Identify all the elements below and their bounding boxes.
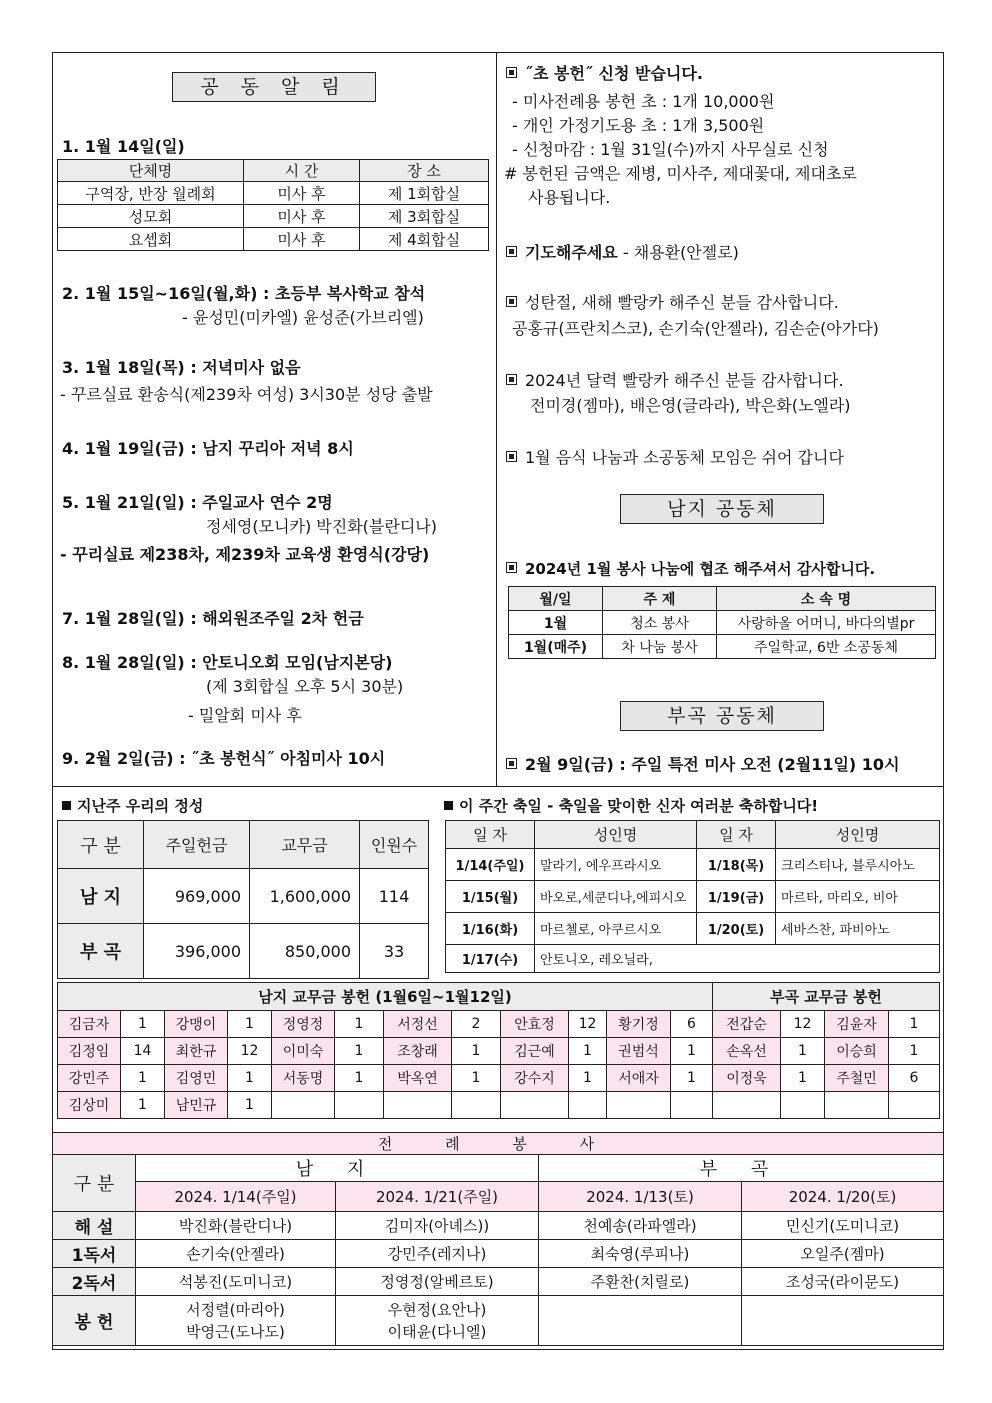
item3-line2: - 꾸르실료 환송식(제239차 여성) 3시30분 성당 출발 (60, 385, 433, 404)
cell: 33 (360, 924, 429, 979)
cell (742, 1296, 944, 1346)
dues-amount: 1 (452, 1038, 501, 1065)
date-header: 2024. 1/13(토) (539, 1182, 742, 1212)
item8-line3: - 밀알회 미사 후 (188, 706, 302, 725)
bugok-dues-title: 부곡 교무금 봉헌 (713, 983, 940, 1011)
cell: 1/16(화) (446, 913, 535, 945)
col-header: 시 간 (244, 160, 360, 182)
dues-amount: 1 (121, 1011, 165, 1038)
dues-name: 권범석 (607, 1038, 671, 1065)
dues-name: 강맹이 (165, 1011, 228, 1038)
cell: 1/15(월) (446, 881, 535, 913)
cell: 박진화(블란디나) (136, 1212, 336, 1240)
cell: 주환찬(치릴로) (539, 1268, 742, 1296)
dues-name: 안효정 (501, 1011, 569, 1038)
dues-name: 서애자 (607, 1065, 671, 1092)
candle-heading: ˝초 봉헌˝ 신청 받습니다. (506, 61, 703, 84)
cell: 1/19(금) (697, 881, 776, 913)
dues-amount: 12 (228, 1038, 272, 1065)
dues-amount: 1 (228, 1011, 272, 1038)
cell: 우현정(요안나) 이태윤(다니엘) (336, 1296, 539, 1346)
thanks1-line2: 공홍규(프란치스코), 손기숙(안젤라), 김손순(아가다) (512, 319, 879, 338)
col-header: 인원수 (360, 821, 429, 869)
dues-name: 김영민 (165, 1065, 228, 1092)
dues-name: 김상미 (58, 1092, 121, 1119)
dues-name (501, 1092, 569, 1119)
col-header: 단체명 (58, 160, 244, 182)
dues-amount: 1 (569, 1038, 607, 1065)
dues-name: 김근예 (501, 1038, 569, 1065)
column-divider (496, 52, 497, 786)
role-label: 해 설 (53, 1212, 136, 1240)
cell: 오일주(젬마) (742, 1240, 944, 1268)
cell: 주일학교, 6반 소공동체 (717, 635, 936, 659)
cell: 최숙영(루피나) (539, 1240, 742, 1268)
section-divider (52, 786, 944, 787)
bugok-header: 부 곡 (539, 1155, 944, 1182)
cell: 구역장, 반장 월례회 (58, 182, 244, 205)
dues-name: 이승희 (825, 1038, 889, 1065)
candle-line: # 봉헌된 금액은 제병, 미사주, 제대꽃대, 제대초로 (504, 164, 857, 183)
service-heading: 2024년 1월 봉사 나눔에 협조 해주셔서 감사합니다. (506, 558, 875, 579)
dues-name: 주철민 (825, 1065, 889, 1092)
item1-heading: 1. 1월 14일(일) (62, 137, 185, 156)
col-header: 장 소 (360, 160, 489, 182)
checkbox-icon (506, 451, 517, 462)
item4: 4. 1월 19일(금) : 남지 꾸리아 저녁 8시 (62, 439, 354, 458)
namji-community-title: 남지 공동체 (620, 494, 824, 524)
cell: 청소 봉사 (603, 611, 717, 635)
candle-line: 사용됩니다. (528, 188, 611, 207)
dues-name: 강민주 (58, 1065, 121, 1092)
cell: 제 1회합실 (360, 182, 489, 205)
dues-amount: 1 (889, 1011, 940, 1038)
liturgy-title: 전 례 봉 사 (53, 1133, 944, 1155)
dues-amount (569, 1092, 607, 1119)
row-label: 남 지 (58, 869, 144, 924)
thanks2-line1: 2024년 달력 빨랑카 해주신 분들 감사합니다. (506, 368, 844, 391)
cell: 석봉진(도미니코) (136, 1268, 336, 1296)
cell: 안토니오, 레오닐라, (535, 945, 940, 973)
col-header: 성인명 (776, 821, 940, 849)
checkbox-icon (506, 758, 517, 769)
cell: 396,000 (144, 924, 250, 979)
cell: 바오로,세쿤디나,에피시오 (535, 881, 697, 913)
checkbox-icon (506, 296, 517, 307)
cell: 969,000 (144, 869, 250, 924)
item7: 7. 1월 28일(일) : 해외원조주일 2차 헌금 (62, 609, 364, 628)
item8-line2: (제 3회합실 오후 5시 30분) (206, 677, 404, 696)
checkbox-icon (506, 246, 517, 257)
col-header: 성인명 (535, 821, 697, 849)
checkbox-icon (506, 67, 517, 78)
col-header: 소 속 명 (717, 587, 936, 611)
cell: 1월 (509, 611, 603, 635)
thanks1-line1: 성탄절, 새해 빨랑카 해주신 분들 감사합니다. (506, 290, 839, 313)
item5-line1: 5. 1월 21일(일) : 주일교사 연수 2명 (62, 493, 333, 512)
rest-notice: 1월 음식 나눔과 소공동체 모임은 쉬어 갑니다 (506, 445, 844, 468)
prayer-request: 기도해주세요 - 채용환(안젤로) (506, 240, 739, 263)
dues-amount: 2 (452, 1011, 501, 1038)
cell: 미사 후 (244, 228, 360, 251)
dues-name: 최한규 (165, 1038, 228, 1065)
row-label: 부 곡 (58, 924, 144, 979)
service-table (508, 586, 936, 659)
cell: 김미자(아녜스)) (336, 1212, 539, 1240)
offering-table (57, 820, 429, 979)
dues-amount: 1 (781, 1038, 825, 1065)
dues-name: 이미숙 (272, 1038, 335, 1065)
feast-heading: 이 주간 축일 - 축일을 맞이한 신자 여러분 축하합니다! (444, 795, 818, 816)
dues-name (713, 1092, 781, 1119)
group-meeting-table (57, 159, 489, 251)
cell: 1/17(수) (446, 945, 535, 973)
notice-title: 공 동 알 림 (172, 72, 376, 102)
item2-line2: - 윤성민(미카엘) 윤성준(가브리엘) (182, 308, 424, 327)
dues-amount: 12 (781, 1011, 825, 1038)
dues-name: 정영정 (272, 1011, 335, 1038)
namji-header: 남 지 (136, 1155, 539, 1182)
cell: 크리스티나, 블루시아노 (776, 849, 940, 881)
col-header: 주 제 (603, 587, 717, 611)
dues-amount: 1 (569, 1065, 607, 1092)
dues-amount (781, 1092, 825, 1119)
col-header: 일 자 (697, 821, 776, 849)
item3-line1: 3. 1월 18일(목) : 저녁미사 없음 (62, 358, 301, 377)
dues-amount: 1 (671, 1065, 713, 1092)
col-header: 구 분 (58, 821, 144, 869)
cell: 제 4회합실 (360, 228, 489, 251)
col-header: 교무금 (250, 821, 360, 869)
dues-name (272, 1092, 335, 1119)
liturgy-table (52, 1132, 944, 1346)
item9: 9. 2월 2일(금) : ˝초 봉헌식˝ 아침미사 10시 (62, 749, 386, 768)
bugok-community-title: 부곡 공동체 (620, 701, 824, 731)
dues-amount: 14 (121, 1038, 165, 1065)
dues-amount: 1 (335, 1065, 384, 1092)
dues-amount (335, 1092, 384, 1119)
dues-amount: 1 (335, 1011, 384, 1038)
cell: 사랑하올 어머니, 바다의별pr (717, 611, 936, 635)
item8-line1: 8. 1월 28일(일) : 안토니오회 모임(남지본당) (62, 653, 393, 672)
bugok-notice: 2월 9일(금) : 주일 특전 미사 오전 (2월11일) 10시 (506, 752, 900, 775)
dues-amount: 1 (121, 1065, 165, 1092)
date-header: 2024. 1/14(주일) (136, 1182, 336, 1212)
cell: 1/18(목) (697, 849, 776, 881)
dues-amount: 1 (121, 1092, 165, 1119)
dues-amount: 6 (671, 1011, 713, 1038)
dues-name: 이정욱 (713, 1065, 781, 1092)
checkbox-icon (506, 562, 517, 573)
dues-name: 서정선 (384, 1011, 452, 1038)
cell: 손기숙(안젤라) (136, 1240, 336, 1268)
cell (539, 1296, 742, 1346)
dues-table (57, 982, 940, 1119)
date-header: 2024. 1/20(토) (742, 1182, 944, 1212)
dues-name: 황기정 (607, 1011, 671, 1038)
dues-name: 김윤자 (825, 1011, 889, 1038)
dues-name: 손옥선 (713, 1038, 781, 1065)
dues-amount (889, 1092, 940, 1119)
feast-table (445, 820, 940, 973)
dues-name: 서동명 (272, 1065, 335, 1092)
dues-name: 박옥연 (384, 1065, 452, 1092)
cell: 850,000 (250, 924, 360, 979)
cell: 서정렬(마리아) 박영근(도나도) (136, 1296, 336, 1346)
dues-name (607, 1092, 671, 1119)
col-header: 주일헌금 (144, 821, 250, 869)
bullet-icon (62, 801, 71, 810)
item5-line3: - 꾸리실료 제238차, 제239차 교육생 환영식(강당) (60, 545, 430, 564)
cell: 1/14(주일) (446, 849, 535, 881)
cell: 미사 후 (244, 182, 360, 205)
role-label: 봉 헌 (53, 1296, 136, 1346)
dues-name (825, 1092, 889, 1119)
cell: 조성국(라이문도) (742, 1268, 944, 1296)
dues-amount: 1 (335, 1038, 384, 1065)
cell: 미사 후 (244, 205, 360, 228)
cell: 1월(매주) (509, 635, 603, 659)
checkbox-icon (506, 374, 517, 385)
dues-amount: 1 (781, 1065, 825, 1092)
cell: 마르첼로, 아쿠르시오 (535, 913, 697, 945)
dues-name: 조창래 (384, 1038, 452, 1065)
dues-amount: 1 (228, 1092, 272, 1119)
cell: 천예송(라파엘라) (539, 1212, 742, 1240)
dues-amount: 1 (671, 1038, 713, 1065)
cell: 민신기(도미니코) (742, 1212, 944, 1240)
item2-line1: 2. 1월 15일~16일(월,화) : 초등부 복사학교 참석 (62, 284, 426, 303)
cell: 114 (360, 869, 429, 924)
thanks2-line2: 전미경(젬마), 배은영(글라라), 박은화(노엘라) (530, 396, 851, 415)
dues-amount: 12 (569, 1011, 607, 1038)
role-label: 1독서 (53, 1240, 136, 1268)
candle-line: - 미사전례용 봉헌 초 : 1개 10,000원 (512, 92, 775, 111)
cell: 1,600,000 (250, 869, 360, 924)
role-label: 2독서 (53, 1268, 136, 1296)
namji-dues-title: 남지 교무금 봉헌 (1월6일~1월12일) (58, 983, 713, 1011)
cell: 제 3회합실 (360, 205, 489, 228)
dues-name: 김정임 (58, 1038, 121, 1065)
cell: 1/20(토) (697, 913, 776, 945)
bullet-icon (444, 801, 453, 810)
dues-name: 전갑순 (713, 1011, 781, 1038)
cell: 성모회 (58, 205, 244, 228)
dues-amount (452, 1092, 501, 1119)
dues-name: 김금자 (58, 1011, 121, 1038)
cell: 강민주(레지나) (336, 1240, 539, 1268)
dues-amount (671, 1092, 713, 1119)
dues-name: 남민규 (165, 1092, 228, 1119)
date-header: 2024. 1/21(주일) (336, 1182, 539, 1212)
gubun-label: 구 분 (53, 1155, 136, 1212)
cell: 마르타, 마리오, 비아 (776, 881, 940, 913)
cell: 요셉회 (58, 228, 244, 251)
col-header: 월/일 (509, 587, 603, 611)
cell: 세바스찬, 파비아노 (776, 913, 940, 945)
dues-amount: 1 (889, 1038, 940, 1065)
dues-amount: 1 (228, 1065, 272, 1092)
cell: 차 나눔 봉사 (603, 635, 717, 659)
item5-line2: 정세영(모니카) 박진화(블란디나) (206, 517, 437, 536)
cell: 정영정(알베르토) (336, 1268, 539, 1296)
dues-name (384, 1092, 452, 1119)
col-header: 일 자 (446, 821, 535, 849)
dues-amount: 6 (889, 1065, 940, 1092)
dues-name: 강수지 (501, 1065, 569, 1092)
offering-heading: 지난주 우리의 정성 (62, 795, 203, 816)
cell: 말라기, 에우프라시오 (535, 849, 697, 881)
candle-line: - 신청마감 : 1월 31일(수)까지 사무실로 신청 (512, 140, 829, 159)
candle-line: - 개인 가정기도용 초 : 1개 3,500원 (512, 116, 765, 135)
dues-amount: 1 (452, 1065, 501, 1092)
